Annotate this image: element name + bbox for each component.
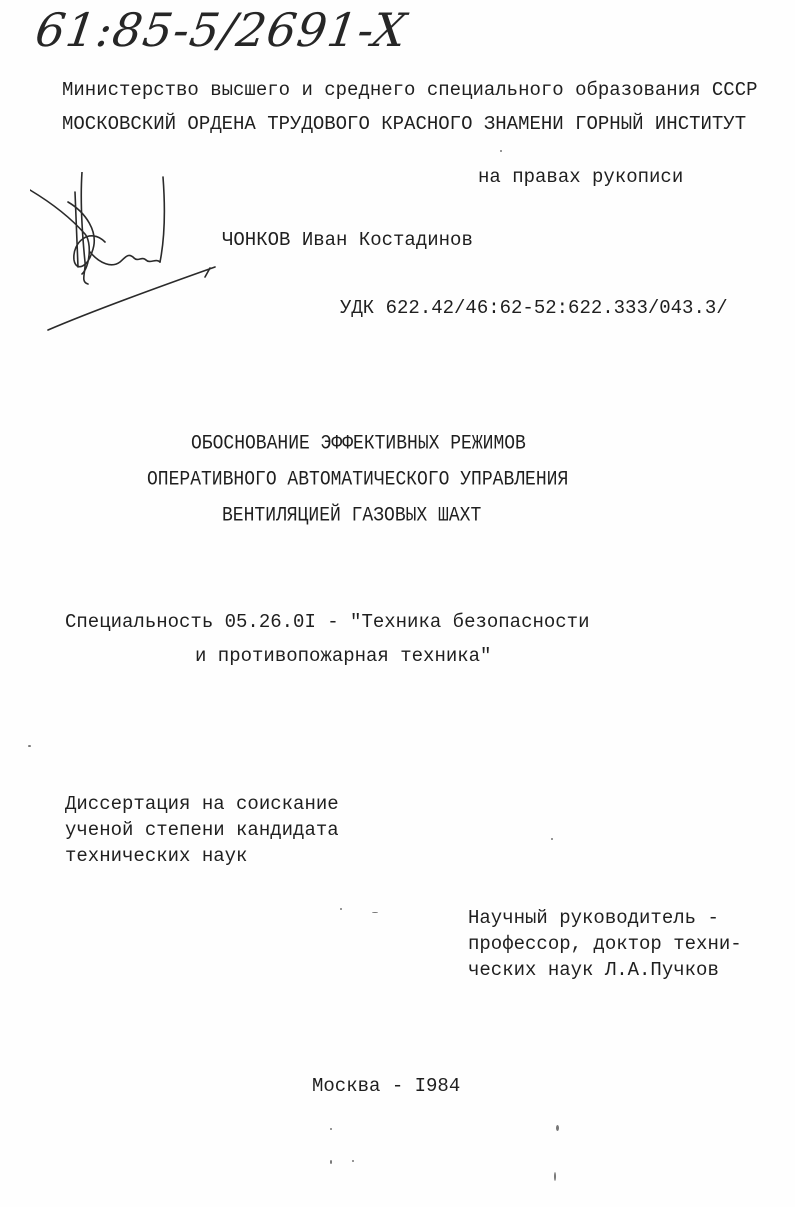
dissertation-line-2: ученой степени кандидата	[65, 819, 339, 841]
scan-speck	[500, 150, 502, 152]
scan-speck	[340, 908, 342, 910]
rights-note: на правах рукописи	[478, 166, 684, 188]
dissertation-line-1: Диссертация на соискание	[65, 793, 339, 815]
scan-speck	[554, 1172, 556, 1181]
scan-speck	[556, 1125, 559, 1131]
supervisor-line-1: Научный руководитель -	[468, 907, 719, 929]
scan-speck	[330, 1160, 332, 1164]
ministry-line: Министерство высшего и среднего специального образования СССР	[62, 79, 758, 101]
scan-speck	[352, 1160, 354, 1162]
scan-speck	[330, 1128, 332, 1130]
scan-speck	[551, 838, 553, 840]
title-line-3: ВЕНТИЛЯЦИЕЙ ГАЗОВЫХ ШАХТ	[222, 504, 482, 528]
title-line-1: ОБОСНОВАНИЕ ЭФФЕКТИВНЫХ РЕЖИМОВ	[191, 432, 526, 456]
institute-line: МОСКОВСКИЙ ОРДЕНА ТРУДОВОГО КРАСНОГО ЗНАМЕНИ ГОРНЫЙ ИНСТИТУТ	[62, 113, 747, 135]
scan-speck	[28, 745, 31, 747]
udc-code: УДК 622.42/46:62-52:622.333/043.3/	[340, 297, 728, 319]
signature-icon	[30, 172, 230, 337]
supervisor-line-2: профессор, доктор техни-	[468, 933, 742, 955]
dissertation-line-3: технических наук	[65, 845, 248, 867]
title-line-2: ОПЕРАТИВНОГО АВТОМАТИЧЕСКОГО УПРАВЛЕНИЯ	[147, 468, 569, 492]
specialty-line-1: Специальность 05.26.0I - "Техника безопасности	[65, 611, 590, 633]
scan-speck	[372, 912, 378, 913]
specialty-line-2: и противопожарная техника"	[195, 645, 492, 667]
archive-number: 61:85-5/2691-X	[32, 3, 411, 57]
author-name: ЧОНКОВ Иван Костадинов	[222, 229, 473, 251]
supervisor-line-3: ческих наук Л.А.Пучков	[468, 959, 719, 981]
place-year: Москва - I984	[312, 1075, 461, 1097]
